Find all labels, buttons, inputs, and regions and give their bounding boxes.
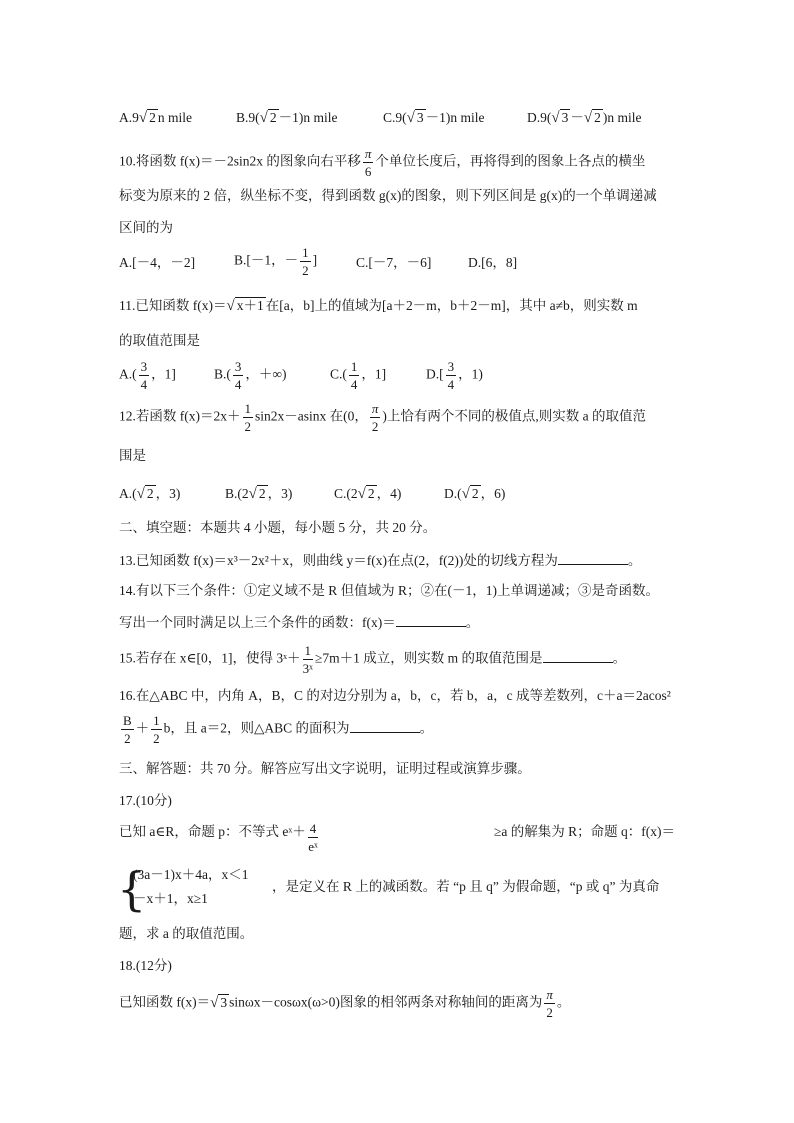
q11-option-c: C.( $\frac{1}{4}$ ，1] xyxy=(330,359,387,392)
q17-heading: 17.(10分) xyxy=(119,793,172,808)
q10-option-c: C.[－7，－6] xyxy=(356,255,432,270)
q18-heading: 18.(12分) xyxy=(119,958,172,973)
answer-blank[interactable] xyxy=(350,718,420,733)
q9-option-d: D.9(√ 3 －√ 2 )n mile xyxy=(527,110,642,126)
q9-option-b: B.9(√ 2 －1)n mile xyxy=(236,110,338,126)
q11-line-1: 11.已知函数 f(x)＝√ x＋1 在[a，b]上的值域为[a＋2－m，b＋2－m]，其中 a≠b，则实数 m xyxy=(119,298,638,314)
q18-line-1: 已知函数 f(x)＝√ 3 sinωx－cosωx(ω>0)图象的相邻两条对称轴间的距离为 $\frac{\pi}{2}$ 。 xyxy=(119,987,571,1020)
q14-line-1: 14.有以下三个条件：①定义域不是 R 但值域为 R；②在(－1，1)上单调递减；③是奇函数。 xyxy=(119,583,659,598)
piecewise-brace: { xyxy=(117,862,147,916)
q11-line-2: 的取值范围是 xyxy=(119,333,200,348)
piecewise-case-2: －x＋1，x≥1 xyxy=(133,891,208,906)
q14-line-2: 写出一个同时满足以上三个条件的函数：f(x)＝ 。 xyxy=(119,612,479,633)
q17-line-2: ，是定义在 R 上的减函数。若 “p 且 q” 为假命题，“p 或 q” 为真命 xyxy=(272,879,660,894)
q10-line-1: 10.将函数 f(x)＝－2sin2x 的图象向右平移 $\frac{\pi}{6}$ 个单位长度后，再将得到的图象上各点的横坐 xyxy=(119,146,646,179)
q11-option-a: A.( $\frac{3}{4}$ ，1] xyxy=(119,359,176,392)
q16-line-2: $\frac{B}{2}$ ＋ $\frac{1}{2}$ b，且 a＝2，则△ABC 的面积为 。 xyxy=(123,713,434,746)
q17-line-1: 已知 a∈R，命题 p：不等式 eˣ＋ $\frac{4}{\text{eˣ}}$ ≥a 的解集为 R；命题 q：f(x)＝ xyxy=(119,821,675,854)
q9-option-a: A.9√ 2 n mile xyxy=(119,110,192,126)
q11-option-d: D.[ $\frac{3}{4}$ ，1) xyxy=(426,359,483,392)
q12-line-2: 围是 xyxy=(119,448,146,463)
q10-option-d: D.[6，8] xyxy=(468,255,518,270)
section-2-heading: 二、填空题：本题共 4 小题，每小题 5 分，共 20 分。 xyxy=(119,520,437,535)
answer-blank[interactable] xyxy=(396,612,466,627)
q10-line-3: 区间的为 xyxy=(119,220,173,235)
section-3-heading: 三、解答题：共 70 分。解答应写出文字说明，证明过程或演算步骤。 xyxy=(119,761,531,776)
q12-option-b: B.(2√ 2 ，3) xyxy=(225,486,293,502)
answer-blank[interactable] xyxy=(543,648,613,663)
q10-option-b: B.[－1，－ $\frac{1}{2}$ ] xyxy=(234,245,318,278)
q11-option-b: B.( $\frac{3}{4}$ ，＋∞) xyxy=(214,359,287,392)
q17-line-3: 题，求 a 的取值范围。 xyxy=(119,926,254,941)
q12-option-a: A.(√ 2 ，3) xyxy=(119,486,181,502)
q9-option-c: C.9(√ 3 －1)n mile xyxy=(383,110,485,126)
q12-option-d: D.(√ 2 ，6) xyxy=(444,486,506,502)
q12-line-1: 12.若函数 f(x)＝2x＋ $\frac{1}{2}$ sin2x－asinx 在(0， $\frac{\pi}{2}$ )上恰有两个不同的极值点,则实数 a 的取值范 xyxy=(119,401,647,434)
q13: 13.已知函数 f(x)＝x³－2x²＋x，则曲线 y＝f(x)在点(2，f(2))处的切线方程为 。 xyxy=(119,550,641,571)
q10-line-2: 标变为原来的 2 倍，纵坐标不变，得到函数 g(x)的图象，则下列区间是 g(x)的一个单调递减 xyxy=(119,188,657,203)
q10-option-a: A.[－4，－2] xyxy=(119,255,196,270)
q15: 15.若存在 x∈[0，1]，使得 3ˣ＋ $\frac{1}{\text{3ˣ}}$ ≥7m＋1 成立，则实数 m 的取值范围是 。 xyxy=(119,643,627,676)
fraction-pi-over-6: $\frac{\pi}{6}$ xyxy=(364,146,372,179)
q16-line-1: 16.在△ABC 中，内角 A，B，C 的对边分别为 a，b，c，若 b，a，c 成等差数列，c＋a＝2acos² xyxy=(119,688,671,703)
answer-blank[interactable] xyxy=(558,550,628,565)
q12-option-c: C.(2√ 2 ，4) xyxy=(334,486,402,502)
piecewise-case-1: (3a－1)x＋4a，x＜1 xyxy=(133,867,249,882)
